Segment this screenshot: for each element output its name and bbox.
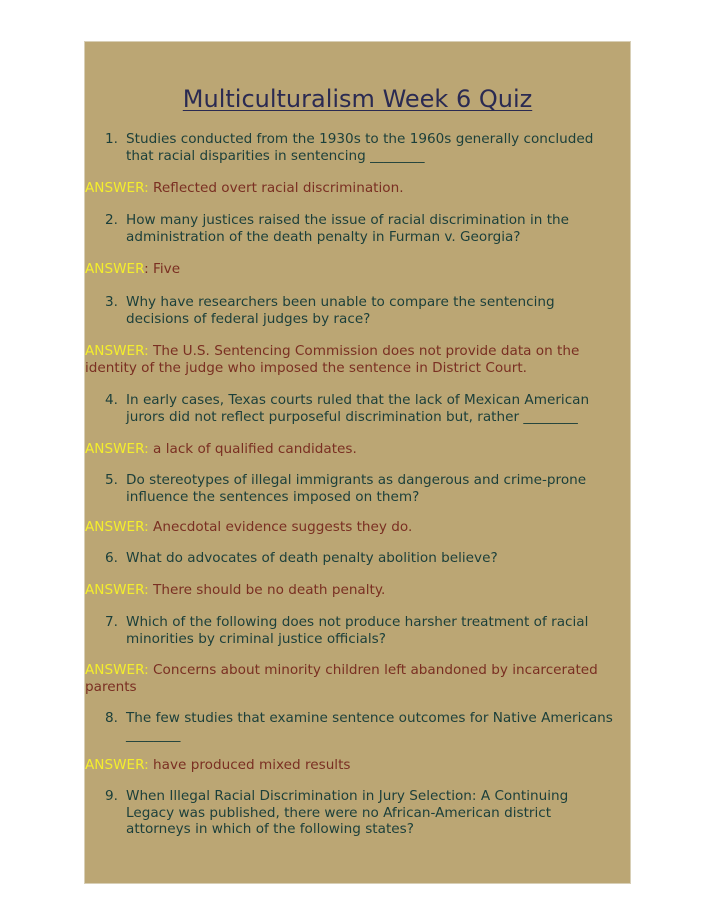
- question-number: 2.: [105, 212, 118, 228]
- answer-label: ANSWER:: [85, 343, 149, 359]
- answer-4: [85, 441, 616, 458]
- question-number: 1.: [105, 131, 118, 147]
- answer-label: ANSWER: [85, 261, 145, 277]
- answer-7: [85, 662, 616, 695]
- page-title: Multiculturalism Week 6 Quiz: [182, 85, 533, 113]
- question-number: 9.: [105, 788, 118, 804]
- answer-1: [85, 180, 616, 197]
- question-text: Studies conducted from the 1930s to the 1960s generally concluded that racial disparities in sentencing ________: [126, 131, 594, 164]
- question-text: How many justices raised the issue of racial discrimination in the administration of the death penalty in Furman v. Georgia?: [126, 212, 570, 245]
- answer-text: Reflected overt racial discrimination.: [148, 180, 404, 196]
- answer-text: have produced mixed results: [148, 757, 351, 773]
- question-number: 3.: [105, 294, 118, 310]
- answer-text: The U.S. Sentencing Commission does not provide data on the identity of the judge who imposed the sentence in District Court.: [85, 343, 580, 376]
- question-text: Do stereotypes of illegal immigrants as dangerous and crime-prone influence the sentences imposed on them?: [126, 472, 587, 505]
- answer-label: ANSWER:: [85, 662, 149, 678]
- answer-label: ANSWER:: [85, 519, 149, 535]
- answer-label: ANSWER:: [85, 757, 149, 773]
- question-number: 7.: [105, 614, 118, 630]
- question-number: 8.: [105, 710, 118, 726]
- answer-8: [85, 757, 616, 774]
- answer-label: ANSWER:: [85, 180, 149, 196]
- answer-text: Anecdotal evidence suggests they do.: [148, 519, 413, 535]
- answer-text: There should be no death penalty.: [148, 582, 386, 598]
- answer-text: Concerns about minority children left abandoned by incarcerated parents: [85, 662, 598, 695]
- question-text: Which of the following does not produce harsher treatment of racial minorities by criminal justice officials?: [126, 614, 589, 647]
- answer-label: ANSWER:: [85, 441, 149, 457]
- answer-3: [85, 343, 616, 376]
- answer-text: a lack of qualified candidates.: [148, 441, 357, 457]
- question-number: 6.: [105, 550, 118, 566]
- question-number: 4.: [105, 392, 118, 408]
- answer-6: [85, 582, 616, 599]
- question-text: When Illegal Racial Discrimination in Jury Selection: A Continuing Legacy was published, there were no African-American district attorneys in which of the following states?: [126, 788, 569, 837]
- question-number: 5.: [105, 472, 118, 488]
- question-text: In early cases, Texas courts ruled that the lack of Mexican American jurors did not reflect purposeful discrimination but, rather ________: [126, 392, 590, 425]
- answer-5: [85, 519, 616, 536]
- answer-2: [85, 261, 616, 278]
- question-text: Why have researchers been unable to compare the sentencing decisions of federal judges by race?: [126, 294, 555, 327]
- answer-label: ANSWER:: [85, 582, 149, 598]
- quiz-page: [84, 41, 631, 884]
- question-text: What do advocates of death penalty abolition believe?: [126, 550, 498, 566]
- answer-text: : Five: [144, 261, 181, 277]
- question-text: The few studies that examine sentence outcomes for Native Americans ________: [126, 710, 613, 743]
